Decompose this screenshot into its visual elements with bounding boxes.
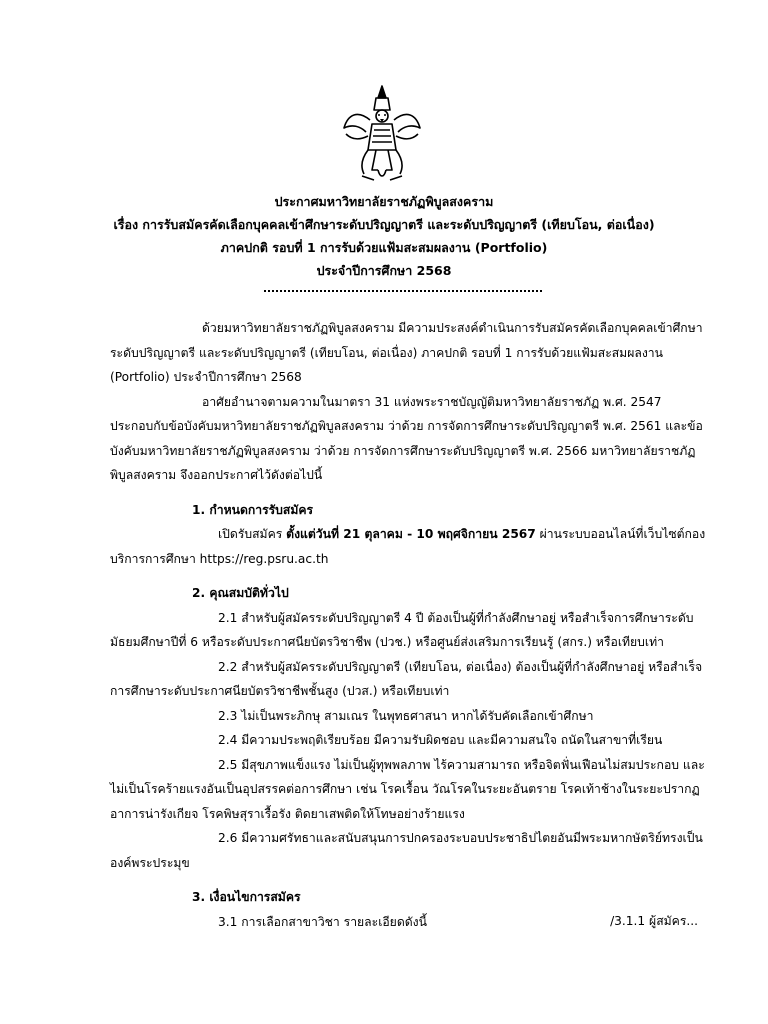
header-line-4: ประจำปีการศึกษา 2568 — [316, 263, 452, 278]
header-line-2: เรื่อง การรับสมัครคัดเลือกบุคคลเข้าศึกษาระดับปริญญาตรี และระดับปริญญาตรี (เทียบโอน, ต่อเนื่อง) — [113, 217, 655, 232]
intro-paragraph-2: อาศัยอำนาจตามความในมาตรา 31 แห่งพระราชบัญญัติมหาวิทยาลัยราชภัฏ พ.ศ. 2547 ประกอบกับข้อบังคับมหาวิทยาลัยราชภัฏพิบูลสงคราม ว่าด้วย การจัดการศึกษาระดับปริญญาตรี พ.ศ. 2561 และข้อบังคับมหาวิทยาลัยราชภัฏพิบูลสงคราม ว่าด้วย การจัดการศึกษาระดับปริญญาตรี พ.ศ. 2566 มหาวิทยาลัยราชภัฏพิบูลสงคราม จึงออกประกาศไว้ดังต่อไปนี้ — [110, 394, 703, 482]
section-1-post: ผ่านระบบออนไลน์ที่เว็บไซต์กองบริการการศึกษา https://reg.psru.ac.th — [110, 527, 706, 566]
header-line-3: ภาคปกติ รอบที่ 1 การรับด้วยแฟ้มสะสมผลงาน (Portfolio) — [220, 240, 548, 255]
section-2-item-1: 2.1 สำหรับผู้สมัครระดับปริญญาตรี 4 ปี ต้องเป็นผู้ที่กำลังศึกษาอยู่ หรือสำเร็จการศึกษาระดับมัธยมศึกษาปีที่ 6 หรือระดับประกาศนียบัตรวิชาชีพ (ปวช.) หรือศูนย์ส่งเสริมการเรียนรู้ (สกร.) หรือเทียบเท่า — [110, 610, 694, 649]
section-2-item-5: 2.5 มีสุขภาพแข็งแรง ไม่เป็นผู้ทุพพลภาพ ไร้ความสามารถ หรือจิตฟั่นเฟือนไม่สมประกอบ และไม่เป็นโรคร้ายแรงอันเป็นอุปสรรคต่อการศึกษา เช่น โรคเรื้อน วัณโรคในระยะอันตราย โรคเท้าช้างในระยะปรากฏอาการน่ารังเกียจ โรคพิษสุราเรื้อรัง ติดยาเสพติดให้โทษอย่างร้ายแรง — [110, 757, 705, 821]
section-2-item-6: 2.6 มีความศรัทธาและสนับสนุนการปกครองระบอบประชาธิปไตยอันมีพระมหากษัตริย์ทรงเป็นองค์พระประมุข — [110, 831, 703, 870]
document-header — [60, 190, 708, 282]
continuation-marker: /3.1.1 ผู้สมัคร... — [610, 914, 698, 928]
section-2-title: 2. คุณสมบัติทั่วไป — [192, 586, 289, 600]
header-line-1: ประกาศมหาวิทยาลัยราชภัฏพิบูลสงคราม — [274, 194, 494, 209]
garuda-emblem-icon — [342, 84, 422, 184]
document-body — [110, 316, 708, 934]
dotted-divider — [264, 290, 542, 292]
section-2-item-2: 2.2 สำหรับผู้สมัครระดับปริญญาตรี (เทียบโอน, ต่อเนื่อง) ต้องเป็นผู้ที่กำลังศึกษาอยู่ หรือสำเร็จการศึกษาระดับประกาศนียบัตรวิชาชีพชั้นสูง (ปวส.) หรือเทียบเท่า — [110, 659, 703, 698]
section-1-pre: เปิดรับสมัคร — [218, 527, 287, 541]
section-2-item-4: 2.4 มีความประพฤติเรียบร้อย มีความรับผิดชอบ และมีความสนใจ ถนัดในสาขาที่เรียน — [218, 733, 663, 747]
intro-paragraph-1: ด้วยมหาวิทยาลัยราชภัฏพิบูลสงคราม มีความประสงค์ดำเนินการรับสมัครคัดเลือกบุคคลเข้าศึกษาระดับปริญญาตรี และระดับปริญญาตรี (เทียบโอน, ต่อเนื่อง) ภาคปกติ รอบที่ 1 การรับด้วยแฟ้มสะสมผลงาน (Portfolio) ประจำปีการศึกษา 2568 — [110, 321, 703, 384]
section-1-title: 1. กำหนดการรับสมัคร — [192, 502, 314, 517]
section-1-dates: ตั้งแต่วันที่ 21 ตุลาคม - 10 พฤศจิกายน 2567 — [286, 527, 536, 541]
section-1-text — [110, 522, 708, 571]
section-3-title: 3. เงื่อนไขการสมัคร — [192, 890, 301, 904]
section-2-item-3: 2.3 ไม่เป็นพระภิกษุ สามเณร ในพุทธศาสนา หากได้รับคัดเลือกเข้าศึกษา — [218, 708, 594, 723]
section-3-item-1: 3.1 การเลือกสาขาวิชา รายละเอียดดังนี้ — [218, 914, 427, 929]
